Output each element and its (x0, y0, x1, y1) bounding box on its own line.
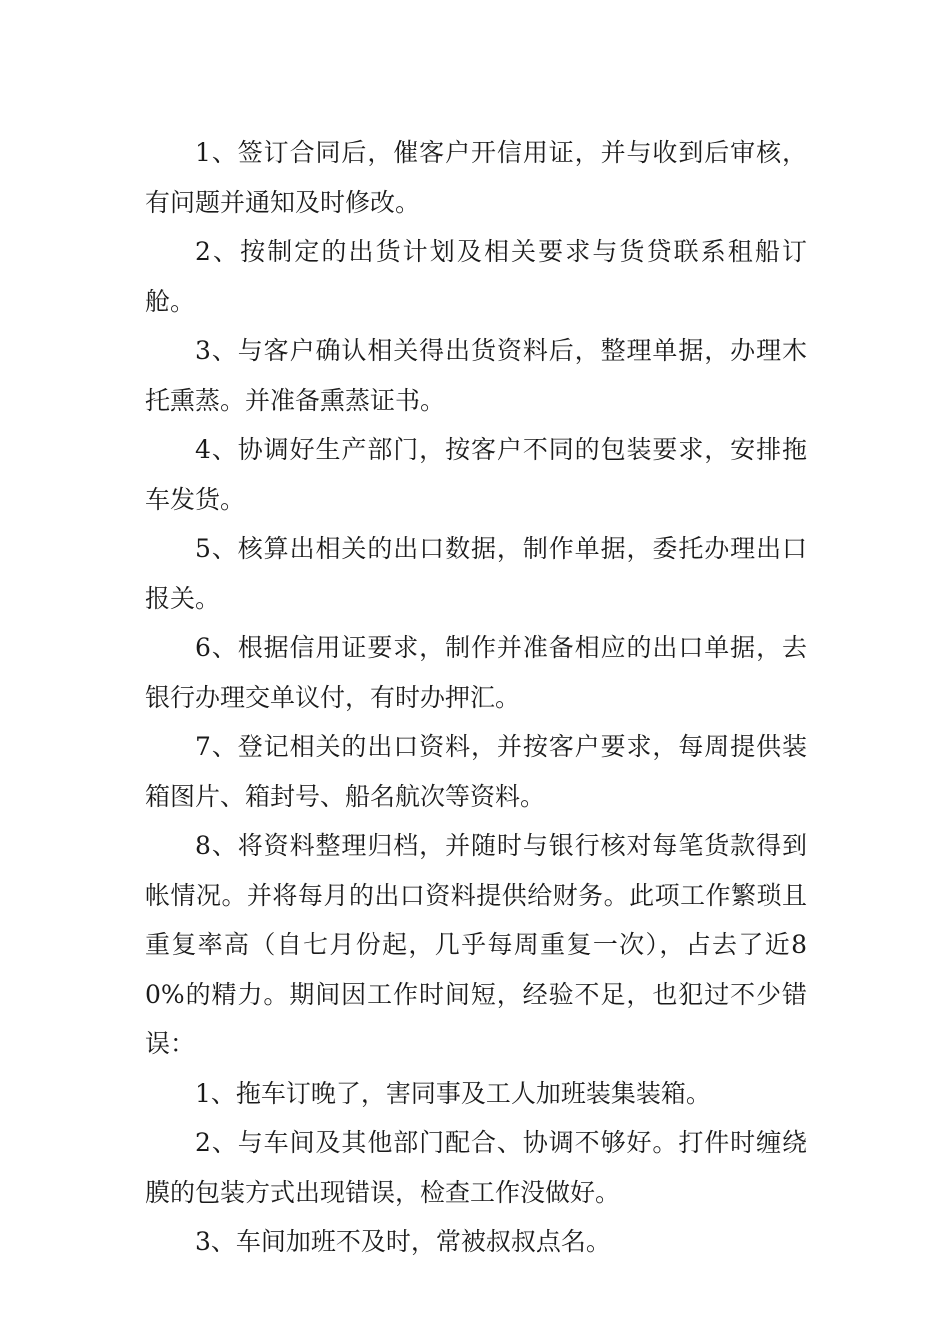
error-item-2: 2、与车间及其他部门配合、协调不够好。打件时缠绕膜的包装方式出现错误，检查工作没做好。 (145, 1128, 807, 1207)
paragraph-2: 2、按制定的出货计划及相关要求与货贷联系租船订舱。 (145, 237, 807, 316)
paragraph-4: 4、协调好生产部门，按客户不同的包装要求，安排拖车发货。 (145, 435, 807, 514)
paragraph-8: 8、将资料整理归档，并随时与银行核对每笔货款得到帐情况。并将每月的出口资料提供给财务。此项工作繁琐且重复率高（自七月份起，几乎每周重复一次），占去了近80%的精力。期间因工作时间短，经验不足，也犯过不少错误： (145, 831, 807, 1058)
document-body (145, 128, 807, 1267)
paragraph-5: 5、核算出相关的出口数据，制作单据，委托办理出口报关。 (145, 534, 807, 613)
paragraph-3: 3、与客户确认相关得出货资料后，整理单据，办理木托熏蒸。并准备熏蒸证书。 (145, 336, 807, 415)
error-item-1: 1、拖车订晚了，害同事及工人加班装集装箱。 (195, 1078, 711, 1108)
paragraph-1: 1、签订合同后，催客户开信用证，并与收到后审核，有问题并通知及时修改。 (145, 138, 807, 217)
paragraph-7: 7、登记相关的出口资料，并按客户要求，每周提供装箱图片、箱封号、船名航次等资料。 (145, 732, 807, 811)
error-item-3: 3、车间加班不及时，常被叔叔点名。 (195, 1227, 611, 1256)
paragraph-6: 6、根据信用证要求，制作并准备相应的出口单据，去银行办理交单议付，有时办押汇。 (145, 633, 807, 712)
